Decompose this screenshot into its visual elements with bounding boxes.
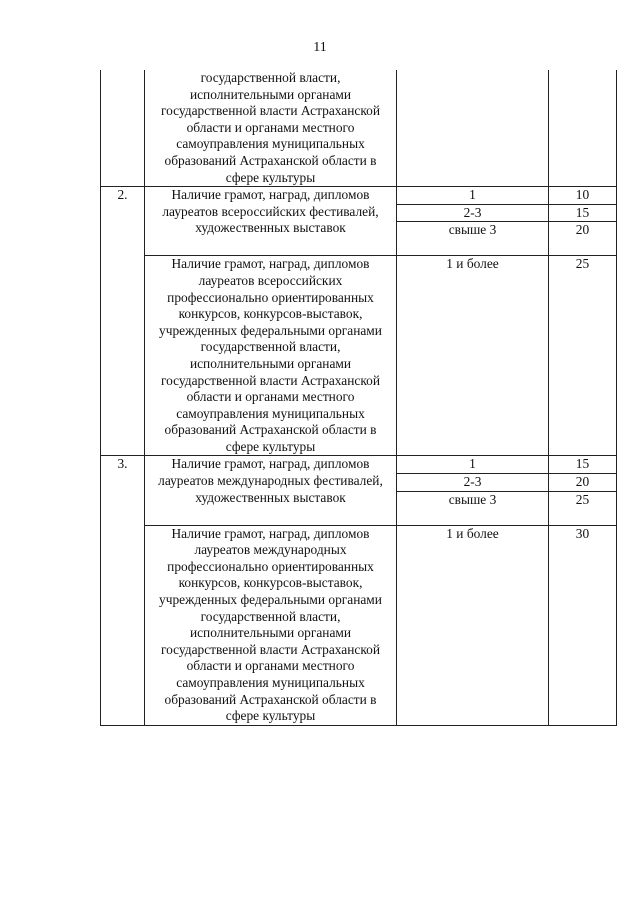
criterion-description: Наличие грамот, наград, дипломов лауреатов всероссийских профессионально ориентированных конкурсов, конкурсов-выставок, учрежденных федеральными органами государственной власти, исполнительными органами государственной власти Астраханской области и органами местного самоуправления муниципальных образований Астраханской области в сфере культуры (145, 256, 397, 456)
table-row (101, 525, 617, 725)
criterion-description: Наличие грамот, наград, дипломов лауреатов всероссийских фестивалей, художественных выставок (145, 187, 397, 256)
table-row (101, 456, 617, 474)
row-number-cell (101, 70, 145, 187)
count-value: 1 (397, 187, 549, 205)
criterion-description: государственной власти, исполнительными органами государственной власти Астраханской области и органами местного самоуправления муниципальных образований Астраханской области в сфере культуры (145, 70, 397, 187)
table-row-continuation (101, 70, 617, 187)
criterion-description: Наличие грамот, наград, дипломов лауреатов международных профессионально ориентированных конкурсов, конкурсов-выставок, учрежденных федеральными органами государственной власти, исполнительными органами государственной власти Астраханской области и органами местного самоуправления муниципальных образований Астраханской области в сфере культуры (145, 525, 397, 725)
points-value: 15 (549, 204, 617, 222)
count-value: 1 и более (397, 525, 549, 725)
points-value: 20 (549, 474, 617, 492)
count-cell (397, 70, 549, 187)
count-value: 1 (397, 456, 549, 474)
points-value: 25 (549, 256, 617, 456)
row-number: 2. (101, 187, 145, 456)
row-number: 3. (101, 456, 145, 725)
count-value: 2-3 (397, 474, 549, 492)
points-value: 15 (549, 456, 617, 474)
points-value: 10 (549, 187, 617, 205)
count-value: 1 и более (397, 256, 549, 456)
points-value: 30 (549, 525, 617, 725)
count-value: 2-3 (397, 204, 549, 222)
count-value: свыше 3 (397, 491, 549, 525)
criterion-description: Наличие грамот, наград, дипломов лауреатов международных фестивалей, художественных выставок (145, 456, 397, 525)
table-row (101, 256, 617, 456)
criteria-table (100, 70, 617, 726)
points-value: 25 (549, 491, 617, 525)
points-cell (549, 70, 617, 187)
table-row (101, 187, 617, 205)
count-value: свыше 3 (397, 222, 549, 256)
points-value: 20 (549, 222, 617, 256)
page-number: 11 (313, 40, 327, 55)
